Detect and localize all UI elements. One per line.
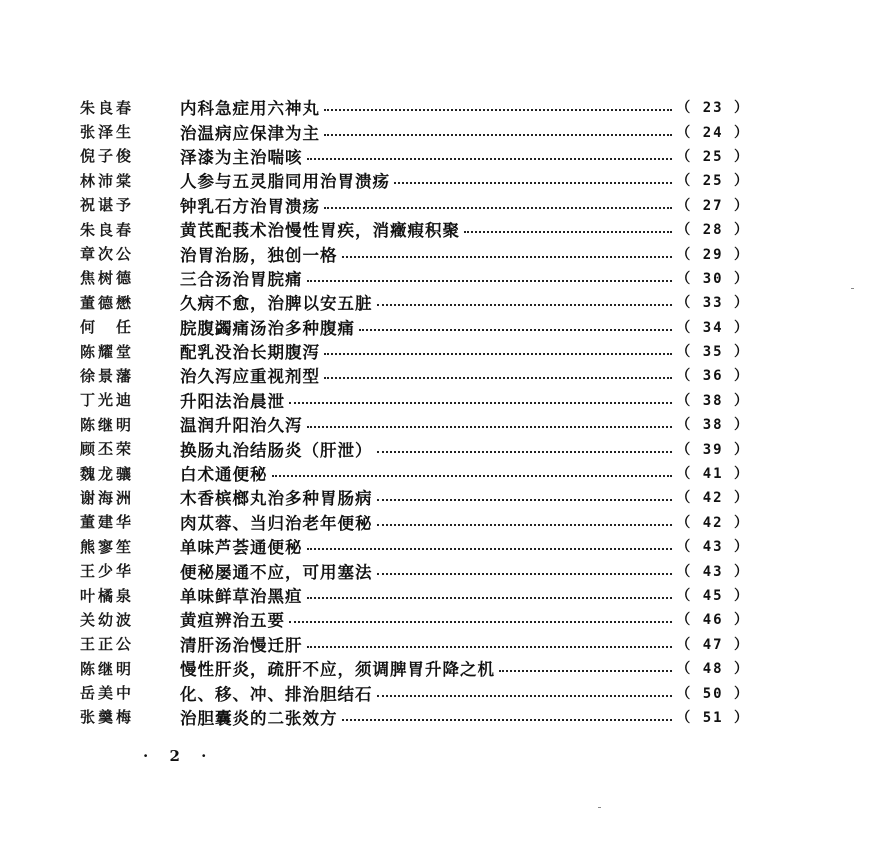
toc-entry [80,656,750,680]
toc-page-ref: （ 27 ） [676,197,750,214]
toc-author: 陈继明 [80,659,135,678]
toc-page-ref: （ 24 ） [676,124,750,141]
dot-leader [307,538,673,550]
toc-entry [80,266,750,290]
toc-author: 何 任 [80,318,135,337]
toc-author: 王正公 [80,635,135,654]
toc-page-ref: （ 35 ） [676,344,750,361]
toc-entry [80,632,750,656]
toc-entry [80,388,750,412]
toc-page-ref: （ 25 ） [676,148,750,165]
toc-title: 内科急症用六神丸 [180,99,320,119]
toc-page-ref: （ 28 ） [676,222,750,239]
toc-page-ref: （ 42 ） [676,490,750,507]
dot-leader [307,148,673,160]
toc-page-ref: （ 45 ） [676,588,750,604]
scan-speck [851,288,854,289]
toc-entry [80,485,750,509]
toc-entry [80,461,750,485]
toc-entry [80,510,750,534]
dot-leader [342,709,673,721]
toc-title: 治胆囊炎的二张效方 [180,708,338,728]
toc-entry [80,241,750,265]
dot-leader [377,514,673,526]
toc-page-ref: （ 41 ） [676,466,750,483]
toc-entry [80,558,750,582]
dot-leader [377,294,673,306]
toc-author: 董建华 [80,513,135,532]
toc-author: 徐景藩 [80,366,135,385]
toc-author: 顾丕荣 [80,440,135,459]
toc-page-ref: （ 23 ） [676,100,750,117]
toc-title: 治胃治肠，独创一格 [180,245,338,265]
toc-title: 三合汤治胃脘痛 [180,269,303,289]
dot-leader [377,441,673,453]
dot-leader [377,563,673,575]
toc-author: 朱良春 [80,220,135,239]
toc-author: 谢海洲 [80,488,135,507]
dot-leader [324,367,672,379]
toc-page-ref: （ 43 ） [676,539,750,556]
dot-leader [324,124,672,136]
dot-leader [289,611,672,623]
toc-page-ref: （ 51 ） [676,709,750,726]
dot-leader [394,172,672,184]
toc-author: 祝谌予 [80,196,135,215]
toc-entry [80,363,750,387]
dot-leader [377,489,673,501]
toc-page-ref: （ 42 ） [676,514,750,531]
toc-entry [80,583,750,607]
toc-author: 章次公 [80,245,135,264]
toc-title: 白术通便秘 [180,465,268,485]
dot-leader [307,270,673,282]
toc-author: 陈继明 [80,415,135,434]
toc-entry [80,534,750,558]
toc-title: 泽漆为主治喘咳 [180,147,303,167]
toc-page-ref: （ 29 ） [676,246,750,263]
toc-title: 清肝汤治慢迁肝 [180,635,303,655]
toc-title: 慢性肝炎，疏肝不应，须调脾胃升降之机 [180,660,495,680]
table-of-contents [80,95,750,729]
dot-leader [324,197,672,209]
dot-leader [499,660,672,672]
dot-leader [359,319,672,331]
dot-leader [307,416,673,428]
toc-author: 林沛棠 [80,171,135,190]
toc-page-ref: （ 39 ） [676,441,750,458]
toc-page-ref: （ 47 ） [676,636,750,653]
toc-title: 久病不愈，治脾以安五脏 [180,294,373,314]
toc-title: 脘腹蠲痛汤治多种腹痛 [180,318,355,338]
toc-author: 岳美中 [80,684,135,703]
toc-entry [80,680,750,704]
toc-author: 关幼波 [80,610,135,629]
toc-title: 配乳没治长期腹泻 [180,343,320,363]
toc-title: 治温病应保津为主 [180,123,320,143]
toc-title: 治久泻应重视剂型 [180,367,320,387]
toc-entry [80,168,750,192]
toc-author: 焦树德 [80,269,135,288]
toc-author: 张泽生 [80,123,135,142]
toc-title: 人参与五灵脂同用治胃溃疡 [180,172,390,192]
toc-author: 熊寥笙 [80,537,135,556]
toc-page-ref: （ 33 ） [676,295,750,312]
toc-title: 温润升阳治久泻 [180,416,303,436]
toc-title: 单味鲜草治黑疸 [180,587,303,606]
toc-title: 黄疸辨治五要 [180,611,285,631]
toc-author: 张羹梅 [80,708,135,727]
toc-page-ref: （ 38 ） [676,392,750,409]
toc-author: 倪子俊 [80,147,135,166]
toc-entry [80,412,750,436]
toc-entry [80,436,750,460]
dot-leader [272,465,673,477]
toc-page-ref: （ 25 ） [676,173,750,190]
toc-author: 陈耀堂 [80,342,135,361]
toc-page-ref: （ 36 ） [676,368,750,385]
toc-author: 朱良春 [80,98,135,117]
toc-title: 升阳法治晨泄 [180,391,285,411]
toc-entry [80,217,750,241]
dot-leader [307,587,673,599]
toc-author: 董德懋 [80,293,135,312]
page-number: · 2 · [143,747,215,765]
toc-page-ref: （ 38 ） [676,417,750,434]
toc-title: 换肠丸治结肠炎（肝泄） [180,440,373,460]
toc-page-ref: （ 43 ） [676,563,750,580]
toc-page-ref: （ 46 ） [676,612,750,629]
toc-entry [80,144,750,168]
toc-entry [80,193,750,217]
toc-title: 钟乳石方治胃溃疡 [180,196,320,216]
toc-author: 王少华 [80,562,135,581]
dot-leader [289,392,672,404]
toc-entry [80,290,750,314]
dot-leader [464,221,672,233]
toc-author: 魏龙骧 [80,464,135,483]
dot-leader [342,246,673,258]
scan-speck [598,807,601,808]
toc-title: 化、移、冲、排治胆结石 [180,684,373,704]
toc-page-ref: （ 34 ） [676,319,750,336]
toc-entry [80,339,750,363]
dot-leader [324,343,672,355]
toc-author: 叶橘泉 [80,586,135,605]
toc-entry [80,705,750,729]
toc-author: 丁光迪 [80,391,135,410]
dot-leader [307,636,673,648]
toc-title: 肉苁蓉、当归治老年便秘 [180,513,373,533]
toc-entry [80,607,750,631]
toc-title: 单味芦荟通便秘 [180,538,303,558]
toc-page-ref: （ 50 ） [676,685,750,702]
dot-leader [377,685,673,697]
toc-title: 便秘屡通不应，可用塞法 [180,562,373,582]
toc-page-ref: （ 30 ） [676,270,750,287]
toc-entry [80,315,750,339]
toc-title: 黄芪配莪术治慢性胃疾，消癥瘕积聚 [180,221,460,241]
toc-title: 木香槟榔丸治多种胃肠病 [180,489,373,509]
dot-leader [324,99,672,111]
toc-entry [80,119,750,143]
toc-entry [80,95,750,119]
toc-page-ref: （ 48 ） [676,661,750,678]
